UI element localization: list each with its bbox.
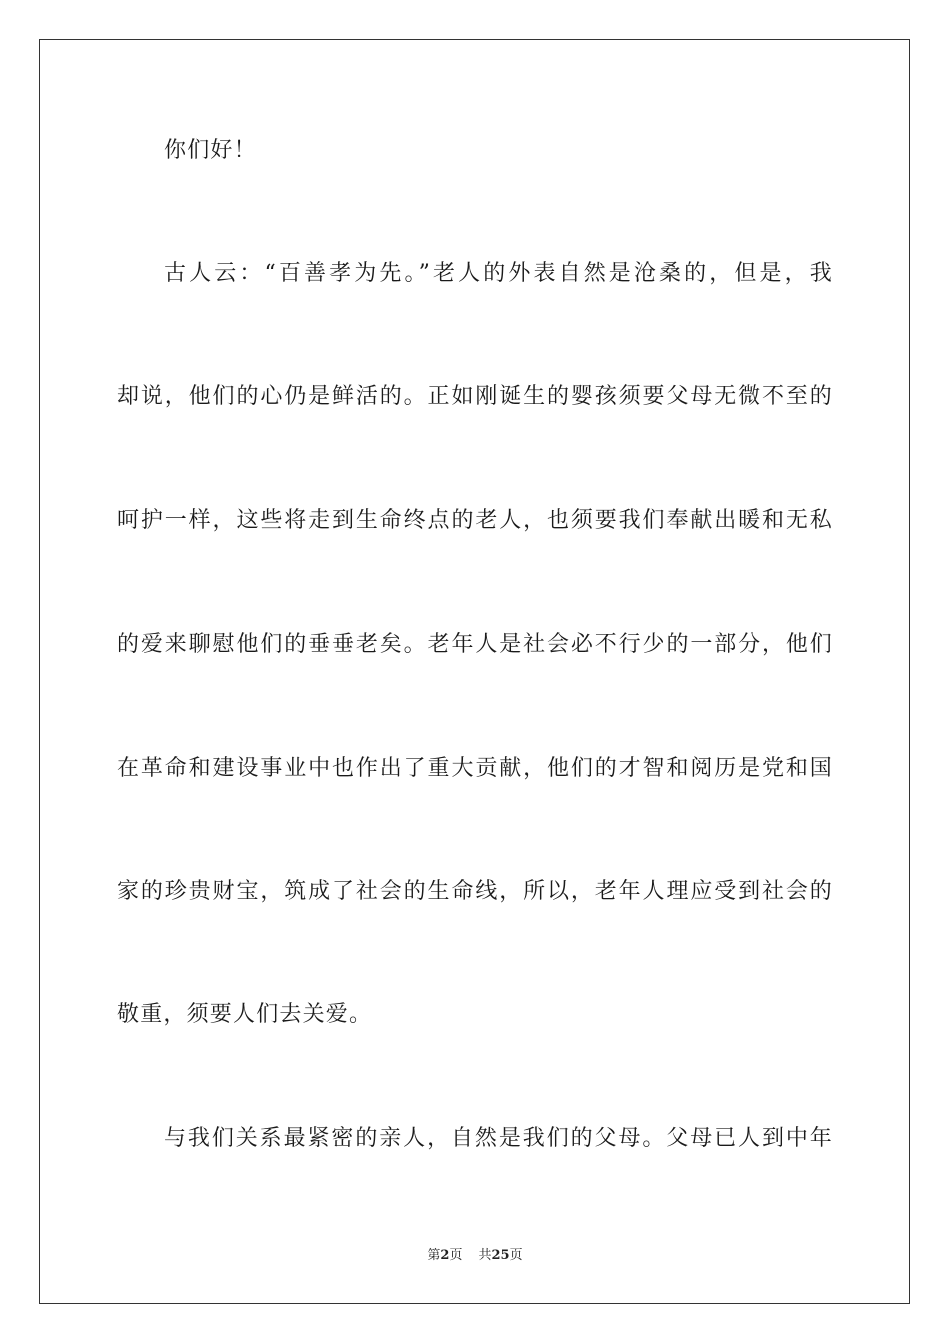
footer-total-suffix: 页	[509, 1248, 523, 1263]
paragraph-line: 在革命和建设事业中也作出了重大贡献，他们的才智和阅历是党和国	[117, 756, 833, 781]
paragraph-line: 的爱来聊慰他们的垂垂老矣。老年人是社会必不行少的一部分，他们	[117, 632, 833, 657]
page-border	[39, 39, 910, 1304]
paragraph-line: 与我们关系最紧密的亲人，自然是我们的父母。父母已人到中年	[164, 1126, 833, 1151]
footer-page-suffix: 页	[449, 1248, 463, 1263]
footer-total-prefix: 共	[478, 1248, 492, 1263]
paragraph-line: 家的珍贵财宝，筑成了社会的生命线，所以，老年人理应受到社会的	[117, 879, 833, 904]
footer-page-prefix: 第	[427, 1248, 441, 1263]
footer-page-number: 2	[440, 1248, 450, 1263]
paragraph-line: 敬重，须要人们去关爱。	[117, 1002, 373, 1027]
paragraph-line: 却说，他们的心仍是鲜活的。正如刚诞生的婴孩须要父母无微不至的	[117, 384, 833, 409]
page-footer	[0, 1247, 950, 1265]
paragraph-line: 呵护一样，这些将走到生命终点的老人，也须要我们奉献出暖和无私	[117, 508, 833, 533]
footer-total-pages: 25	[491, 1248, 510, 1263]
paragraph-line: 古人云：“百善孝为先。”老人的外表自然是沧桑的，但是，我	[164, 261, 833, 286]
greeting-line: 你们好！	[164, 138, 257, 163]
